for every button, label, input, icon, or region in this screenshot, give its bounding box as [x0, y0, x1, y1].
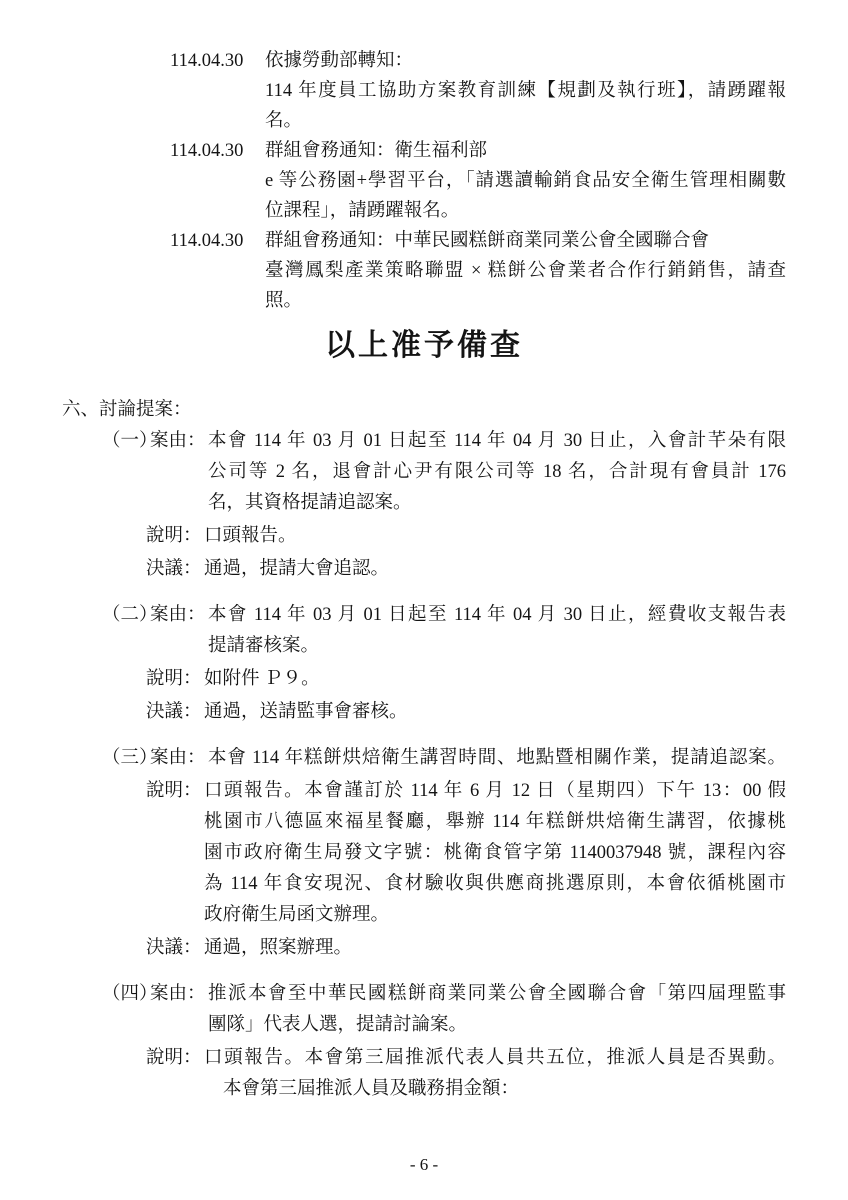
proposal-1: [102, 426, 786, 585]
explanation-line: 為 114 年食安現況、食材驗收與供應商挑選原則，本會依循桃園市: [204, 874, 786, 894]
case-label: 案由：: [150, 748, 206, 768]
report-item-text: [265, 46, 786, 136]
explanation-line: 口頭報告。本會謹訂於 114 年 6 月 12 日（星期四）下午 13：00 假: [204, 781, 786, 801]
explanation-row: [146, 664, 786, 695]
case-label: 案由：: [150, 605, 206, 625]
discussion-section: [62, 395, 786, 1105]
resolution-label: 決議：: [146, 702, 202, 722]
case-text: [208, 426, 786, 519]
resolution-text: [204, 933, 786, 964]
proposal-number: （一）: [102, 431, 158, 451]
proposal-2: [102, 600, 786, 728]
explanation-label: 說明：: [146, 781, 202, 801]
resolution-line: 通過，送請監事會審核。: [204, 702, 408, 722]
discussion-section-title: 六、討論提案：: [62, 400, 192, 420]
report-line: 114 年度員工協助方案教育訓練【規劃及執行班】，請踴躍報: [265, 81, 786, 101]
explanation-label: 說明：: [146, 1048, 202, 1068]
explanation-label: 說明：: [146, 669, 202, 689]
case-row: [102, 600, 786, 662]
resolution-text: [204, 554, 786, 585]
approval-heading: 以上准予備查: [325, 329, 523, 362]
report-line: 照。: [265, 291, 303, 311]
proposal-number: （四）: [102, 984, 158, 1004]
report-item: [170, 226, 786, 316]
case-row: [102, 743, 786, 774]
resolution-row: [146, 697, 786, 728]
proposal-number: （二）: [102, 605, 158, 625]
explanation-text: [204, 521, 786, 552]
explanation-line: 政府衛生局函文辦理。: [204, 905, 390, 925]
report-item: [170, 136, 786, 226]
report-line: e 等公務園+學習平台，「請選讀輸銷食品安全衛生管理相關數: [265, 171, 786, 191]
case-row: [102, 979, 786, 1041]
explanation-line: 如附件 Ｐ９。: [204, 669, 320, 689]
case-line: 團隊」代表人選，提請討論案。: [208, 1015, 468, 1035]
case-text: [208, 743, 786, 774]
case-row: [102, 426, 786, 519]
report-line: 群組會務通知：中華民國糕餅商業同業公會全國聯合會: [265, 231, 710, 251]
explanation-line: 本會第三屆推派人員及職務捐金額：: [223, 1079, 520, 1099]
case-line: 名，其資格提請追認案。: [208, 493, 412, 513]
explanation-row: [146, 776, 786, 931]
explanation-line: 園市政府衛生局發文字號：桃衛食管字第 1140037948 號，課程內容: [204, 843, 786, 863]
case-text: [208, 600, 786, 662]
page-number: - 6 -: [409, 1155, 439, 1174]
explanation-label: 說明：: [146, 526, 202, 546]
case-text: [208, 979, 786, 1041]
proposal-number: （三）: [102, 748, 158, 768]
explanation-text: [204, 776, 786, 931]
resolution-line: 通過，提請大會追認。: [204, 559, 390, 579]
report-line: 名。: [265, 111, 303, 131]
explanation-line: 口頭報告。: [204, 526, 297, 546]
resolution-label: 決議：: [146, 938, 202, 958]
case-label: 案由：: [150, 431, 206, 451]
resolution-text: [204, 697, 786, 728]
case-line: 本會 114 年 03 月 01 日起至 114 年 04 月 30 日止，經費收支報告表: [208, 605, 786, 625]
case-label: 案由：: [150, 984, 206, 1004]
case-line: 推派本會至中華民國糕餅商業同業公會全國聯合會「第四屆理監事: [208, 984, 786, 1004]
case-line: 公司等 2 名，退會計心尹有限公司等 18 名，合計現有會員計 176: [208, 462, 786, 482]
proposal-4: [102, 979, 786, 1105]
report-line: 臺灣鳳梨產業策略聯盟 × 糕餅公會業者合作行銷銷售，請查: [265, 261, 786, 281]
explanation-row: [146, 521, 786, 552]
report-item-text: [265, 136, 786, 226]
report-item: [170, 46, 786, 136]
report-date: 114.04.30: [170, 231, 244, 251]
case-line: 提請審核案。: [208, 636, 320, 656]
case-line: 本會 114 年 03 月 01 日起至 114 年 04 月 30 日止，入會計芊朵有限: [208, 431, 786, 451]
report-line: 依據勞動部轉知：: [265, 51, 414, 71]
case-line: 本會 114 年糕餅烘焙衛生講習時間、地點暨相關作業，提請追認案。: [208, 748, 786, 768]
resolution-label: 決議：: [146, 559, 202, 579]
report-date: 114.04.30: [170, 141, 244, 161]
resolution-line: 通過，照案辦理。: [204, 938, 353, 958]
report-date: 114.04.30: [170, 51, 244, 71]
report-list: [170, 46, 786, 316]
resolution-row: [146, 554, 786, 585]
explanation-text: [204, 664, 786, 695]
explanation-row: [146, 1043, 786, 1105]
report-line: 位課程」，請踴躍報名。: [265, 201, 460, 221]
report-item-text: [265, 226, 786, 316]
proposal-3: [102, 743, 786, 964]
explanation-text: [204, 1043, 786, 1105]
explanation-line: 桃園市八德區來福星餐廳，舉辦 114 年糕餅烘焙衛生講習，依據桃: [204, 812, 786, 832]
resolution-row: [146, 933, 786, 964]
explanation-line: 口頭報告。本會第三屆推派代表人員共五位，推派人員是否異動。: [204, 1048, 786, 1068]
report-line: 群組會務通知：衛生福利部: [265, 141, 488, 161]
